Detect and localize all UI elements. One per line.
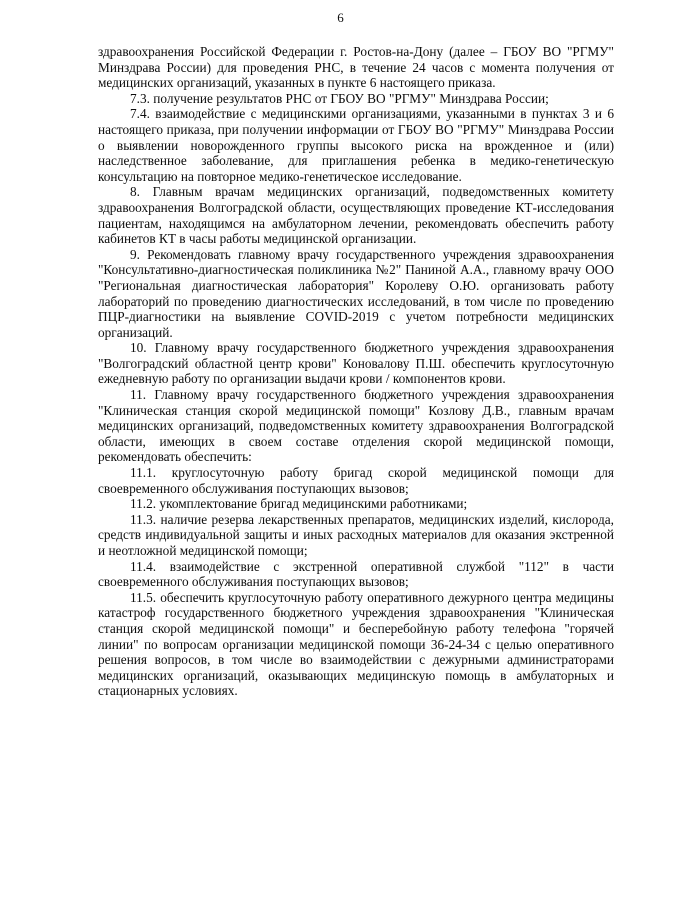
paragraph-11-1: 11.1. круглосуточную работу бригад скорой медицинской помощи для своевременного обслуживания поступающих вызовов; bbox=[98, 465, 614, 496]
document-body bbox=[98, 44, 614, 699]
paragraph-11-3: 11.3. наличие резерва лекарственных препаратов, медицинских изделий, кислорода, средств индивидуальной защиты и иных расходных материалов для оказания экстренной и неотложной медицинской помощи; bbox=[98, 511, 614, 558]
paragraph-8: 8. Главным врачам медицинских организаций, подведомственных комитету здравоохранения Волгоградской области, осуществляющих проведение КТ-исследования пациентам, находящимся на амбулаторном лечении, рекомендовать обеспечить работу кабинетов КТ в часы работы медицинской организации. bbox=[98, 184, 614, 247]
paragraph-7-3: 7.3. получение результатов РНС от ГБОУ ВО "РГМУ" Минздрава России; bbox=[130, 90, 549, 106]
paragraph-11-4: 11.4. взаимодействие с экстренной оперативной службой "112" в части своевременного обслуживания поступающих вызовов; bbox=[98, 558, 614, 590]
paragraph-10: 10. Главному врачу государственного бюджетного учреждения здравоохранения "Волгоградский областной центр крови" Коновалову П.Ш. обеспечить круглосуточную ежедневную работу по организации выдачи крови / компонентов крови. bbox=[98, 340, 614, 387]
paragraph-9: 9. Рекомендовать главному врачу государственного учреждения здравоохранения "Консультативно-диагностическая поликлиника №2" Паниной А.А., главному врачу ООО "Региональная диагностическая лаборатория" Королеву О.Ю. организовать работу лабораторий по проведению диагностических исследований, в том числе по проведению ПЦР-диагностики на выявление COVID-2019 с учетом потребности медицинских организаций. bbox=[98, 246, 614, 340]
page-number: 6 bbox=[337, 10, 344, 25]
paragraph-11: 11. Главному врачу государственного бюджетного учреждения здравоохранения "Клиническая станция скорой медицинской помощи" Козлову Д.В., главным врачам медицинских организаций, подведомственных комитету здравоохранения Волгоградской области, имеющих в своем составе отделения скорой медицинской помощи, рекомендовать обеспечить: bbox=[98, 387, 614, 465]
paragraph-11-5: 11.5. обеспечить круглосуточную работу оперативного дежурного центра медицины катастроф государственного бюджетного учреждения здравоохранения "Клиническая станция скорой медицинской помощи" и бесперебойную работу телефона "горячей линии" по вопросам организации медицинской помощи 36-24-34 с целью оперативного решения вопросов, в том числе во взаимодействии с дежурными администраторами медицинских организаций, оказывающих медицинскую помощь в амбулаторных и стационарных условиях. bbox=[98, 589, 614, 699]
paragraph-7-4: 7.4. взаимодействие с медицинскими организациями, указанными в пунктах 3 и 6 настоящего приказа, при получении информации от ГБОУ ВО "РГМУ" Минздрава России о выявлении новорожденного группы высокого риска на врожденное и (или) наследственное заболевание, для приглашения ребенка в медико-генетическую консультацию на повторное медико-генетическое исследование. bbox=[98, 106, 614, 184]
paragraph-11-2: 11.2. укомплектование бригад медицинскими работниками; bbox=[130, 496, 468, 512]
paragraph-continuation: здравоохранения Российской Федерации г. Ростов-на-Дону (далее – ГБОУ ВО "РГМУ" Минздрава России) для проведения РНС, в течение 24 часов с момента получения от медицинских организаций, указанных в пункте 6 настоящего приказа. bbox=[98, 44, 614, 91]
